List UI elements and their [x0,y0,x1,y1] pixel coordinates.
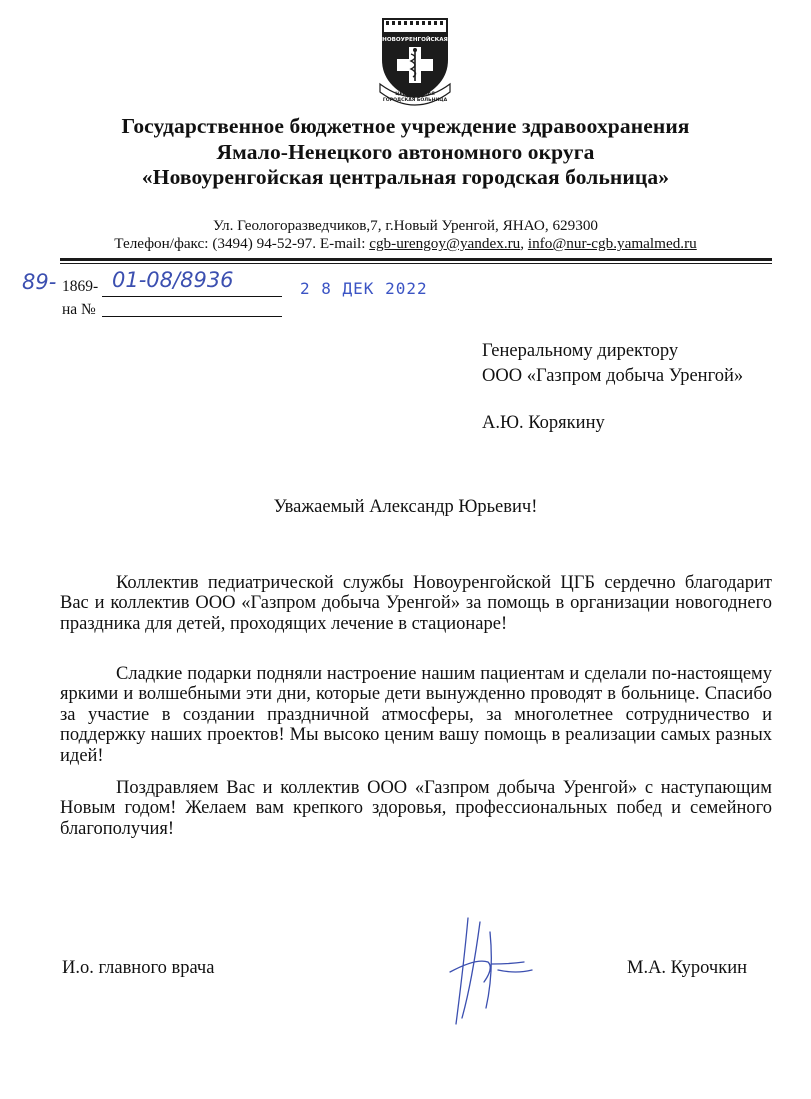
outgoing-number-printed: 1869- [62,278,99,295]
addressee-name: А.Ю. Корякину [482,413,605,433]
email-separator: , [520,235,528,252]
svg-text:ГОРОДСКАЯ БОЛЬНИЦА: ГОРОДСКАЯ БОЛЬНИЦА [382,98,448,103]
date-stamp: 2 8 ДЕК 2022 [300,279,428,298]
hospital-emblem-icon [376,14,454,106]
phone-fax: Телефон/факс: (3494) 94-52-97. E-mail: [114,235,370,252]
body-paragraph-2 [60,664,772,766]
greeting: Уважаемый Александр Юрьевич! [273,497,538,517]
org-name-line-3: «Новоуренгойская центральная городская больница» [141,165,670,189]
email-link-1[interactable]: cgb-urengoy@yandex.ru [369,235,521,252]
handwritten-reg-number: 01-08/8936 [112,268,234,292]
org-name-line-2: Ямало-Ненецкого автономного округа [216,140,595,164]
letterhead-rule-thin [60,263,772,264]
letterhead-rule-thick [60,258,772,261]
org-address: Ул. Геологоразведчиков,7, г.Новый Уренгой, ЯНАО, 629300 [212,217,599,234]
reply-number-line [102,316,282,317]
handwritten-signature [428,912,540,1032]
paragraph-text: Сладкие подарки подняли настроение нашим пациентам и сделали по-настоящему яркими и волшебными эти дни, которые дети вынужденно проводят в больнице. Спасибо за участие в создании праздничной атмосферы, за многолетнее сотрудничество и поддержку наших проектов! Мы высоко ценим вашу помощь в реализации самых разных идей! [60,664,772,766]
addressee-position: Генеральному директору [482,341,679,361]
svg-text:НОВОУРЕНГОЙСКАЯ: НОВОУРЕНГОЙСКАЯ [382,37,448,43]
email-link-2[interactable]: info@nur-cgb.yamalmed.ru [527,235,697,252]
signatory-position: И.о. главного врача [62,958,215,978]
body-paragraph-1 [60,573,772,634]
addressee-company: ООО «Газпром добыча Уренгой» [482,366,744,386]
paragraph-text: Поздравляем Вас и коллектив ООО «Газпром добыча Уренгой» с наступающим Новым годом! Желаем вам крепкого здоровья, профессиональных побед и семейного благополучия! [60,778,772,839]
svg-text:ЦЕНТРАЛЬНАЯ: ЦЕНТРАЛЬНАЯ [395,92,435,97]
reply-to-label: на № [62,301,96,318]
signatory-name: М.А. Курочкин [627,958,747,978]
paragraph-text: Коллектив педиатрической службы Новоуренгойской ЦГБ сердечно благодарит Вас и коллектив ООО «Газпром добыча Уренгой» за помощь в организации новогоднего праздника для детей, проходящих лечение в стационаре! [60,573,772,634]
org-name-line-1: Государственное бюджетное учреждение здравоохранения [121,114,690,138]
handwritten-prefix: 89- [22,270,57,294]
number-underline [102,296,282,297]
org-contacts [0,234,811,253]
body-paragraph-3 [60,778,772,839]
